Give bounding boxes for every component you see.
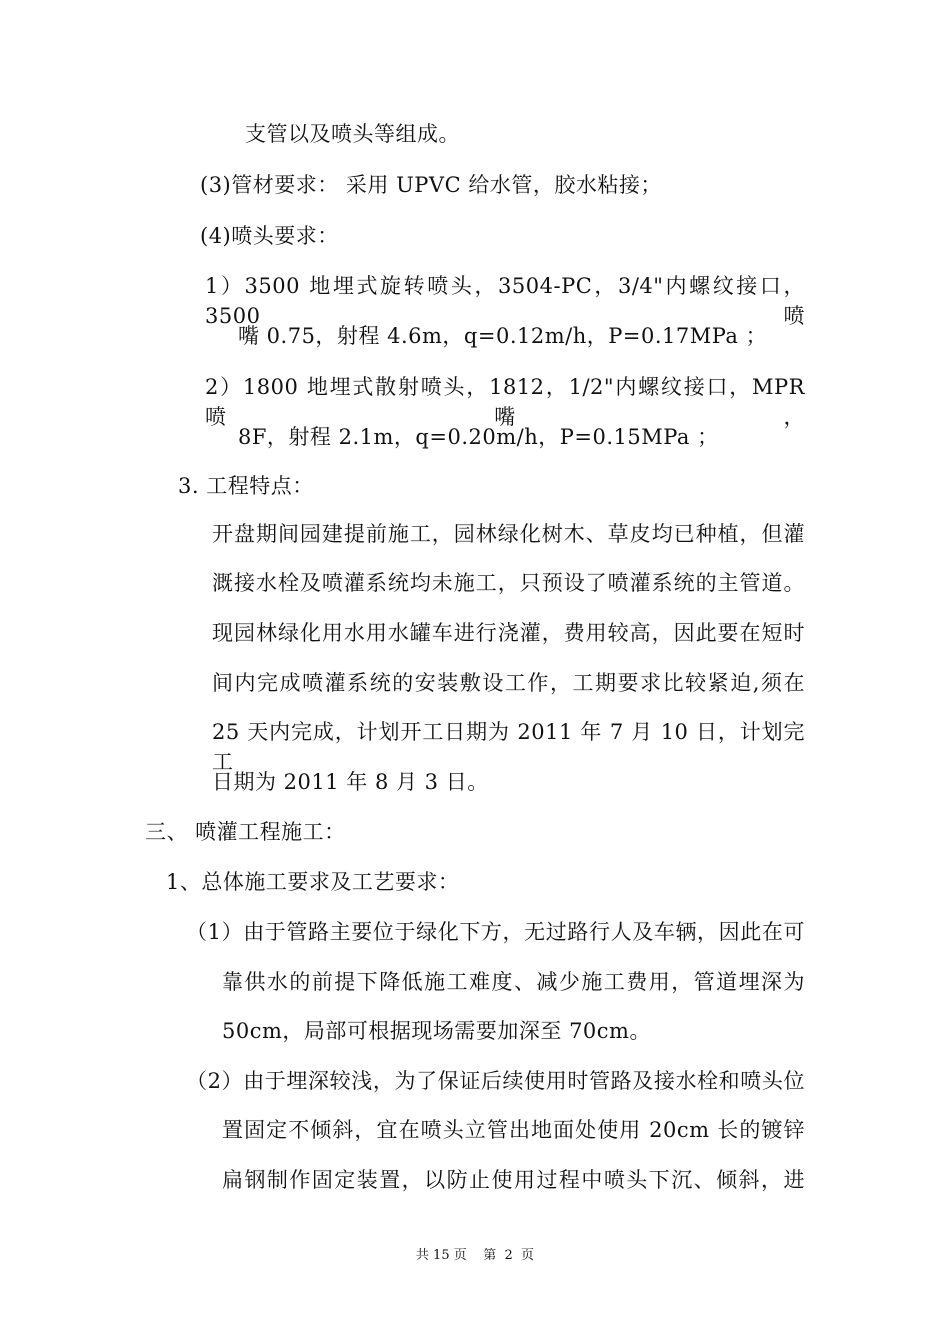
list-item-line: 靠供水的前提下降低施工难度、减少施工费用，管道埋深为	[222, 970, 805, 994]
list-item-line: 扁钢制作固定装置，以防止使用过程中喷头下沉、倾斜，进	[222, 1168, 805, 1192]
list-item-line: 50cm，局部可根据现场需要加深至 70cm。	[222, 1019, 651, 1043]
section-heading: 3. 工程特点：	[178, 474, 314, 498]
paragraph-line: 现园林绿化用水用水罐车进行浇灌，费用较高，因此要在短时	[212, 621, 805, 645]
paragraph-line: 溉接水栓及喷灌系统均未施工，只预设了喷灌系统的主管道。	[212, 571, 805, 595]
section-heading: 1、总体施工要求及工艺要求：	[166, 870, 460, 894]
list-item-line: （1）由于管路主要位于绿化下方，无过路行人及车辆，因此在可	[186, 920, 805, 944]
paragraph-line: 开盘期间园建提前施工，园林绿化树木、草皮均已种植，但灌	[212, 522, 805, 546]
text-line: 1）3500 地埋式旋转喷头，3504-PC，3/4"内螺纹接口，3500 喷	[205, 274, 805, 328]
paragraph-line: 25 天内完成，计划开工日期为 2011 年 7 月 10 日，计划完工	[212, 720, 805, 774]
list-item-line: （2）由于埋深较浅，为了保证后续使用时管路及接水栓和喷头位	[186, 1069, 805, 1093]
paragraph-line: 间内完成喷灌系统的安装敷设工作，工期要求比较紧迫,须在	[212, 671, 805, 695]
chapter-heading: 三、 喷灌工程施工：	[145, 820, 346, 844]
page-footer: 共 15 页 第 2 页	[415, 1248, 535, 1263]
text-line: 支管以及喷头等组成。	[245, 122, 460, 146]
list-item-line: 置固定不倾斜，宜在喷头立管出地面处使用 20cm 长的镀锌	[222, 1118, 805, 1142]
text-line: 8F，射程 2.1m，q=0.20m/h，P=0.15MPa ；	[238, 425, 719, 449]
text-line: 嘴 0.75，射程 4.6m，q=0.12m/h，P=0.17MPa ；	[238, 324, 768, 348]
paragraph-line: 日期为 2011 年 8 月 3 日。	[212, 770, 489, 794]
text-line: (4)喷头要求：	[200, 224, 339, 248]
text-line: 2）1800 地埋式散射喷头，1812，1/2"内螺纹接口，MPR 喷嘴，	[205, 375, 805, 429]
text-line: (3)管材要求： 采用 UPVC 给水管，胶水粘接；	[200, 173, 662, 197]
